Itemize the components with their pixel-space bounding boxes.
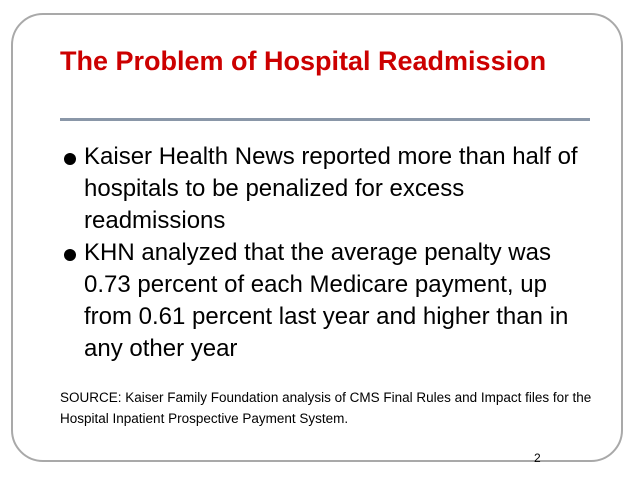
bullet-dot-icon [64,249,76,261]
source-citation: SOURCE: Kaiser Family Foundation analysis of CMS Final Rules and Impact files for the Hospital Inpatient Prospective Payment System. [60,390,592,426]
title-divider [60,118,590,121]
bullet-dot-icon [64,153,76,165]
page-number: 2 [534,451,541,465]
bullet-text: KHN analyzed that the average penalty was 0.73 percent of each Medicare payment, up from 0.61 percent last year and higher than in any other year [84,239,569,362]
bullet-text: Kaiser Health News reported more than half of hospitals to be penalized for excess readmissions [84,143,578,234]
bullet-list [60,141,600,365]
slide-title: The Problem of Hospital Readmission [60,46,547,76]
bullet-item [60,141,600,237]
bullet-item [60,237,600,365]
